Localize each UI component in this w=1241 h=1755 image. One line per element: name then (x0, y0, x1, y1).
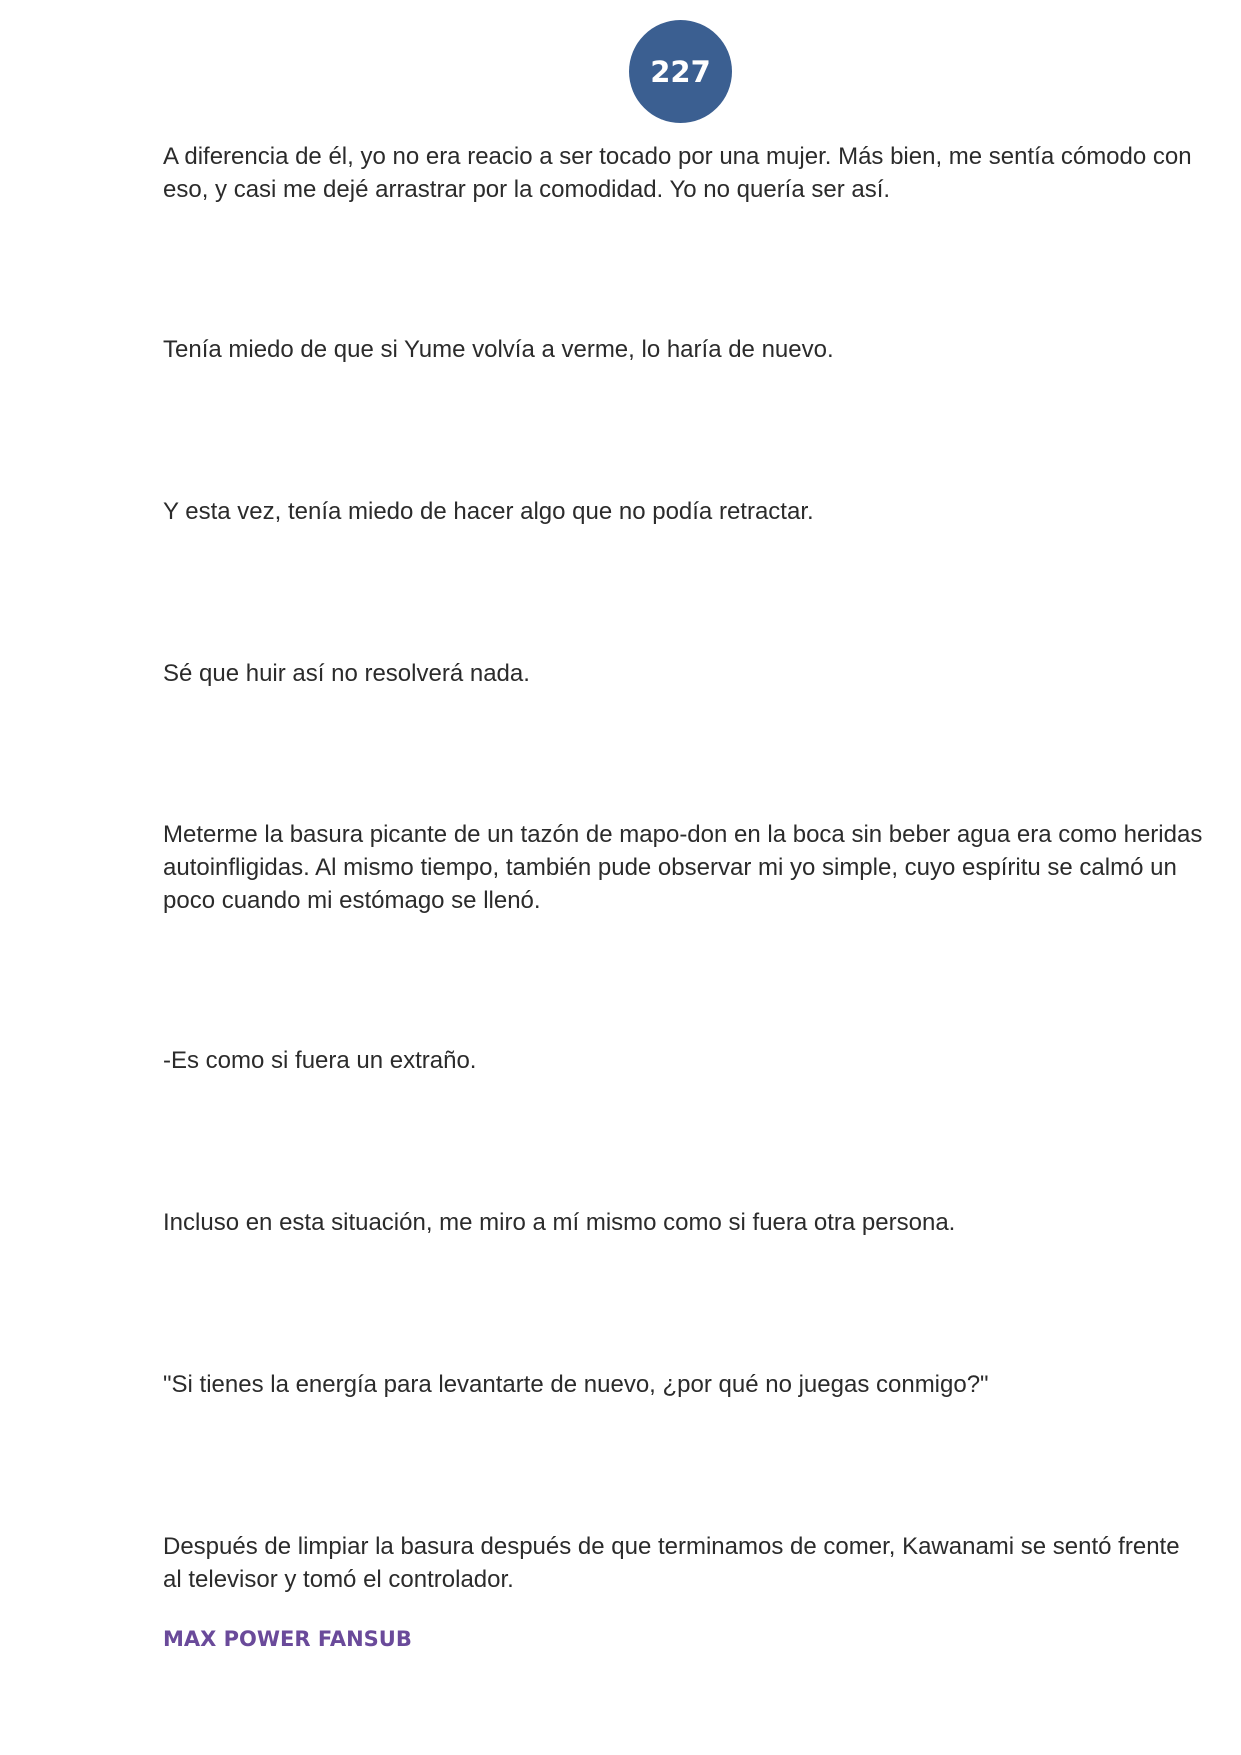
paragraph: "Si tienes la energía para levantarte de nuevo, ¿por qué no juegas conmigo?" (163, 1371, 989, 1398)
paragraph: Tenía miedo de que si Yume volvía a verme, lo haría de nuevo. (163, 336, 834, 363)
paragraph: -Es como si fuera un extraño. (163, 1047, 477, 1074)
paragraph: A diferencia de él, yo no era reacio a ser tocado por una mujer. Más bien, me sentía cómodo con eso, y casi me dejé arrastrar por la comodidad. Yo no quería ser así. (163, 143, 1192, 203)
page-number-badge (629, 20, 732, 123)
paragraph: Incluso en esta situación, me miro a mí mismo como si fuera otra persona. (163, 1209, 956, 1236)
paragraph: Después de limpiar la basura después de que terminamos de comer, Kawanami se sentó frente al televisor y tomó el controlador. (163, 1533, 1180, 1593)
page-number: 227 (650, 54, 711, 89)
paragraph: Meterme la basura picante de un tazón de mapo-don en la boca sin beber agua era como heridas autoinfligidas. Al mismo tiempo, también pude observar mi yo simple, cuyo espíritu se calmó un poco cuando mi estómago se llenó. (163, 821, 1203, 914)
paragraph: Sé que huir así no resolverá nada. (163, 660, 530, 687)
footer-brand: MAX POWER FANSUB (163, 1627, 412, 1651)
paragraph: Y esta vez, tenía miedo de hacer algo que no podía retractar. (163, 498, 814, 525)
